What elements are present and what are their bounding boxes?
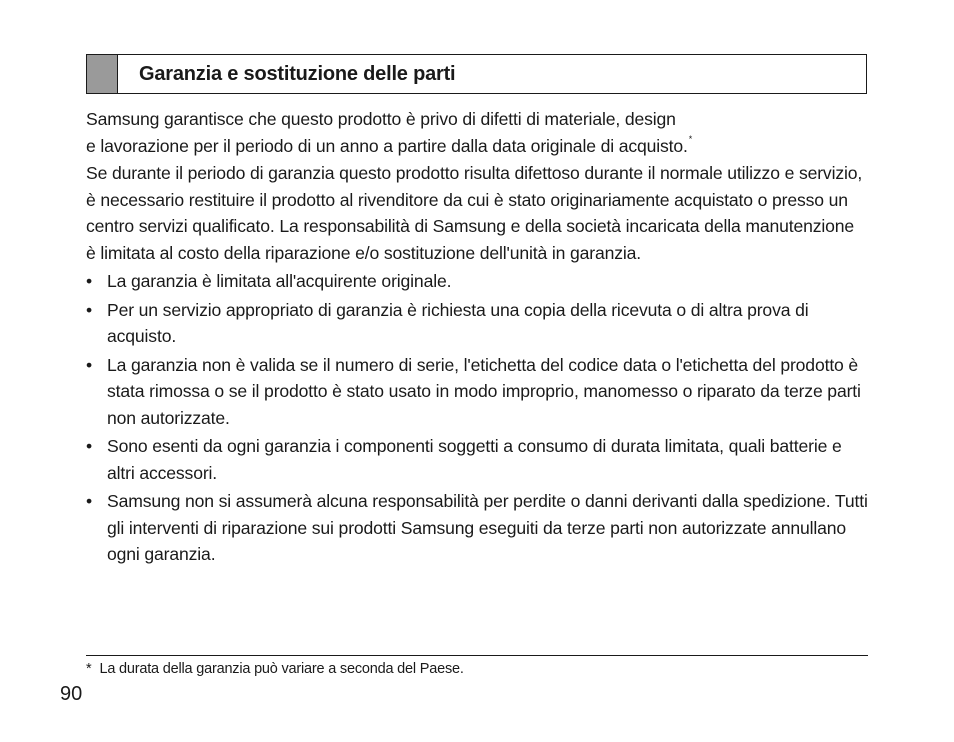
list-item: • Per un servizio appropriato di garanzia è richiesta una copia della ricevuta o di altra prova di acquisto. <box>86 297 868 350</box>
footnote-reference: * <box>688 133 693 144</box>
footnote <box>86 659 464 679</box>
intro-paragraph <box>86 106 868 159</box>
footnote-text: La durata della garanzia può variare a seconda del Paese. <box>99 661 464 677</box>
list-item: • La garanzia è limitata all'acquirente originale. <box>86 268 868 295</box>
page-number: 90 <box>60 683 83 705</box>
list-item: • Sono esenti da ogni garanzia i componenti soggetti a consumo di durata limitata, quali batterie e altri accessori. <box>86 433 868 486</box>
list-item: • Samsung non si assumerà alcuna responsabilità per perdite o danni derivanti dalla spedizione. Tutti gli interventi di riparazione sui prodotti Samsung eseguiti da terze parti non autorizzate annullano ogni garanzia. <box>86 488 868 568</box>
footnote-divider <box>86 655 868 656</box>
section-header <box>86 54 867 94</box>
bullet-icon: • <box>86 491 93 511</box>
bullet-icon: • <box>86 436 93 456</box>
intro-line-1: Samsung garantisce che questo prodotto è privo di difetti di materiale, design <box>86 109 676 129</box>
bullet-icon: • <box>86 299 93 320</box>
section-title: Garanzia e sostituzione delle parti <box>139 62 456 85</box>
footnote-marker: * <box>86 661 92 677</box>
warranty-paragraph: Se durante il periodo di garanzia questo prodotto risulta difettoso durante il normale utilizzo e servizio, è necessario restituire il prodotto al rivenditore da cui è stato originariamente acquistato o presso un centro servizi qualificato. La responsabilità di Samsung e della società incaricata della manutenzione è limitata al costo della riparazione e/o sostituzione dell'unità in garanzia. <box>86 163 863 263</box>
bullet-icon: • <box>86 271 93 291</box>
header-accent-block <box>87 55 118 93</box>
list-item: • La garanzia non è valida se il numero di serie, l'etichetta del codice data o l'etichetta del prodotto è stata rimossa o se il prodotto è stato usato in modo improprio, manomesso o riparato da terze parti non autorizzate. <box>86 352 868 432</box>
bullet-icon: • <box>86 354 93 375</box>
bullet-list <box>86 268 868 568</box>
intro-line-2: e lavorazione per il periodo di un anno a partire dalla data originale di acquisto. <box>86 135 688 156</box>
body-text <box>86 106 868 570</box>
